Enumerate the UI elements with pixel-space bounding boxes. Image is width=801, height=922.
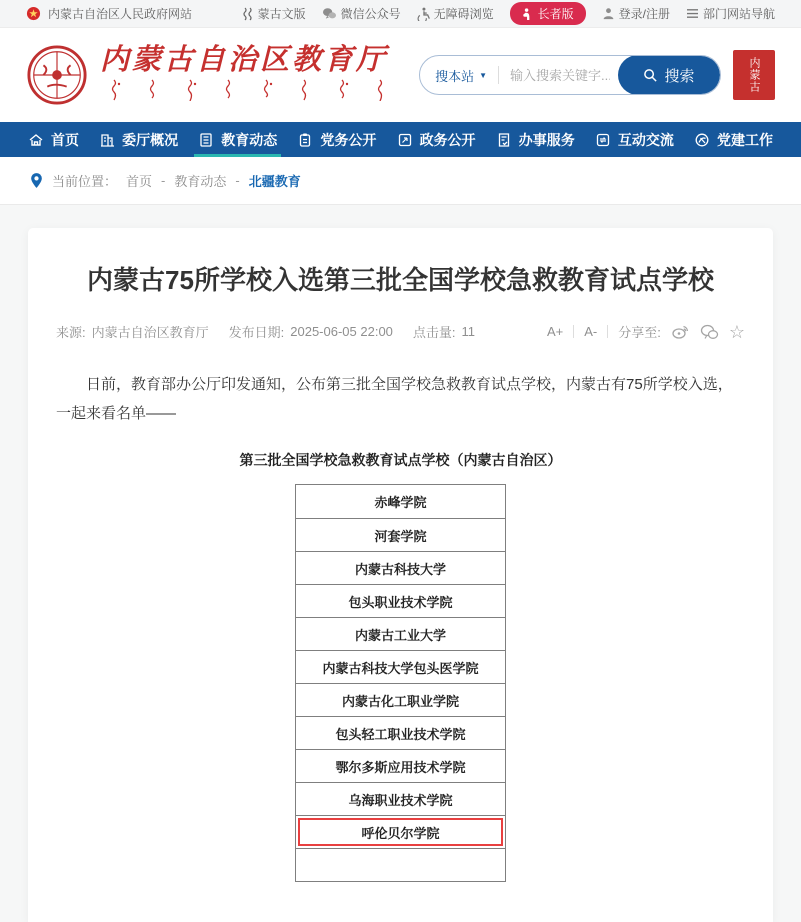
school-name: 包头轻工职业技术学院 <box>335 727 466 743</box>
school-table-row <box>296 584 505 617</box>
school-table-title: 第三批全国学校急救教育试点学校（内蒙古自治区） <box>239 452 562 468</box>
source-label: 来源: <box>56 325 86 340</box>
mongolian-version-label: 蒙古文版 <box>257 7 306 21</box>
dept-nav-label: 部门网站导航 <box>702 7 775 21</box>
accessibility-link[interactable] <box>417 5 494 22</box>
location-pin-icon <box>30 172 43 189</box>
school-table-row <box>296 485 505 518</box>
search-button-label: 搜索 <box>664 67 695 85</box>
source-value: 内蒙古自治区教育厅 <box>91 325 209 340</box>
article-paragraph: 日前，教育部办公厅印发通知，公布第三批全国学校急救教育试点学校，内蒙古有75所学校入选，一起来看名单—— <box>56 376 733 422</box>
nav-item-gov-affairs[interactable] <box>397 122 476 157</box>
school-name: 内蒙古工业大学 <box>354 628 446 644</box>
school-name: 赤峰学院 <box>374 496 427 511</box>
accessibility-icon <box>417 7 430 21</box>
favorite-star-icon[interactable]: ☆ <box>728 321 745 342</box>
school-name: 内蒙古化工职业学院 <box>341 694 459 710</box>
nav-label: 委厅概况 <box>122 131 179 148</box>
national-emblem-icon <box>26 6 41 21</box>
gov-site-link[interactable] <box>26 5 192 22</box>
search-icon <box>643 68 658 83</box>
school-name: 鄂尔多斯应用技术学院 <box>335 760 466 776</box>
dept-nav-link[interactable] <box>686 5 775 22</box>
nav-item-services[interactable] <box>496 122 575 157</box>
exchange-arrows-icon <box>595 132 611 148</box>
article-meta-row <box>56 322 745 341</box>
search-box <box>419 55 721 95</box>
date-value: 2025-06-05 22:00 <box>290 324 393 339</box>
school-name: 内蒙古科技大学 <box>354 562 446 578</box>
school-table-row <box>296 782 505 815</box>
wechat-share-icon[interactable] <box>700 324 719 340</box>
weibo-share-icon[interactable] <box>671 323 690 340</box>
wechat-icon <box>322 7 337 20</box>
accessibility-label: 无障碍浏览 <box>433 7 494 21</box>
article-card <box>28 228 773 922</box>
search-scope-select[interactable] <box>435 66 487 85</box>
nav-item-education-news[interactable] <box>198 122 277 157</box>
nav-item-party-building[interactable] <box>694 122 773 157</box>
mongolian-script-icon <box>242 7 254 21</box>
breadcrumb-label: 当前位置： <box>52 174 118 189</box>
article-meta <box>56 322 475 341</box>
wechat-label: 微信公众号 <box>340 7 401 21</box>
menu-icon <box>686 8 699 19</box>
education-dept-seal-icon <box>26 44 88 106</box>
date-label: 发布日期: <box>228 325 285 340</box>
document-check-icon <box>496 132 512 148</box>
party-emblem-icon <box>694 132 710 148</box>
article-tools <box>547 322 745 341</box>
list-document-icon <box>198 132 214 148</box>
clipboard-icon <box>297 132 313 148</box>
nav-label: 政务公开 <box>419 131 476 148</box>
login-register-link[interactable] <box>602 5 670 22</box>
breadcrumb-item-home[interactable]: 首页 <box>126 174 153 189</box>
school-table-row <box>296 848 505 881</box>
wechat-account-link[interactable] <box>322 5 401 22</box>
breadcrumb-item-current[interactable]: 北疆教育 <box>248 174 301 189</box>
nav-label: 党建工作 <box>716 131 773 148</box>
share-label: 分享至: <box>618 325 661 340</box>
top-utility-bar <box>0 0 801 28</box>
nav-item-home[interactable] <box>28 122 79 157</box>
font-increase-button[interactable]: A+ <box>546 324 564 339</box>
chevron-down-icon: ▼ <box>479 70 487 80</box>
school-table-row <box>296 551 505 584</box>
elder-icon <box>522 8 533 20</box>
font-decrease-button[interactable]: A- <box>584 324 598 339</box>
home-icon <box>28 132 44 148</box>
gov-site-label: 内蒙古自治区人民政府网站 <box>48 7 193 21</box>
breadcrumb <box>0 157 801 205</box>
breadcrumb-item-education-news[interactable]: 教育动态 <box>174 174 227 189</box>
school-table <box>295 484 506 882</box>
school-table-row <box>296 815 505 848</box>
article-body <box>56 371 745 428</box>
nav-label: 办事服务 <box>518 131 575 148</box>
school-table-row <box>296 683 505 716</box>
topbar-links <box>242 2 775 25</box>
main-nav <box>0 122 801 157</box>
school-name: 包头职业技术学院 <box>348 595 453 611</box>
header-right <box>419 50 775 100</box>
site-logo[interactable] <box>26 41 400 107</box>
school-name: 乌海职业技术学院 <box>348 793 453 809</box>
nav-label: 首页 <box>51 131 79 148</box>
breadcrumb-separator: - <box>235 173 240 188</box>
mongolian-subtitle-icon <box>100 79 400 106</box>
article-title: 内蒙古75所学校入选第三批全国学校急救教育试点学校 <box>87 265 714 295</box>
brand-seal-stamp <box>733 50 775 100</box>
brand-seal-text: 内蒙古 <box>748 57 762 93</box>
school-table-row <box>296 518 505 551</box>
search-input[interactable] <box>510 68 610 83</box>
site-header <box>0 28 801 122</box>
school-table-row <box>296 617 505 650</box>
search-button[interactable] <box>618 55 720 95</box>
hits-label: 点击量: <box>412 325 456 340</box>
user-icon <box>602 7 615 20</box>
separator <box>607 325 608 338</box>
nav-item-party-affairs[interactable] <box>297 122 376 157</box>
nav-label: 互动交流 <box>617 131 674 148</box>
breadcrumb-separator: - <box>161 173 166 188</box>
separator <box>573 325 574 338</box>
org-name: 内蒙古自治区教育厅 <box>100 41 389 76</box>
elder-version-label: 长者版 <box>537 7 574 21</box>
search-scope-label: 搜本站 <box>435 68 475 84</box>
login-register-label: 登录/注册 <box>618 7 670 21</box>
file-share-icon <box>397 132 413 148</box>
mongolian-version-link[interactable] <box>242 5 306 22</box>
nav-label: 教育动态 <box>221 131 278 148</box>
main-content <box>0 205 801 922</box>
school-table-row <box>296 650 505 683</box>
school-table-row <box>296 749 505 782</box>
school-name: 呼伦贝尔学院 <box>361 826 440 842</box>
nav-label: 党务公开 <box>320 131 377 148</box>
nav-item-overview[interactable] <box>99 122 178 157</box>
school-table-row <box>296 716 505 749</box>
nav-item-interaction[interactable] <box>595 122 674 157</box>
school-name: 河套学院 <box>374 529 427 545</box>
search-divider <box>498 66 499 84</box>
building-icon <box>99 132 115 148</box>
hits-value: 11 <box>461 324 476 339</box>
elder-version-button[interactable] <box>510 2 586 25</box>
school-name: 内蒙古科技大学包头医学院 <box>322 661 479 677</box>
